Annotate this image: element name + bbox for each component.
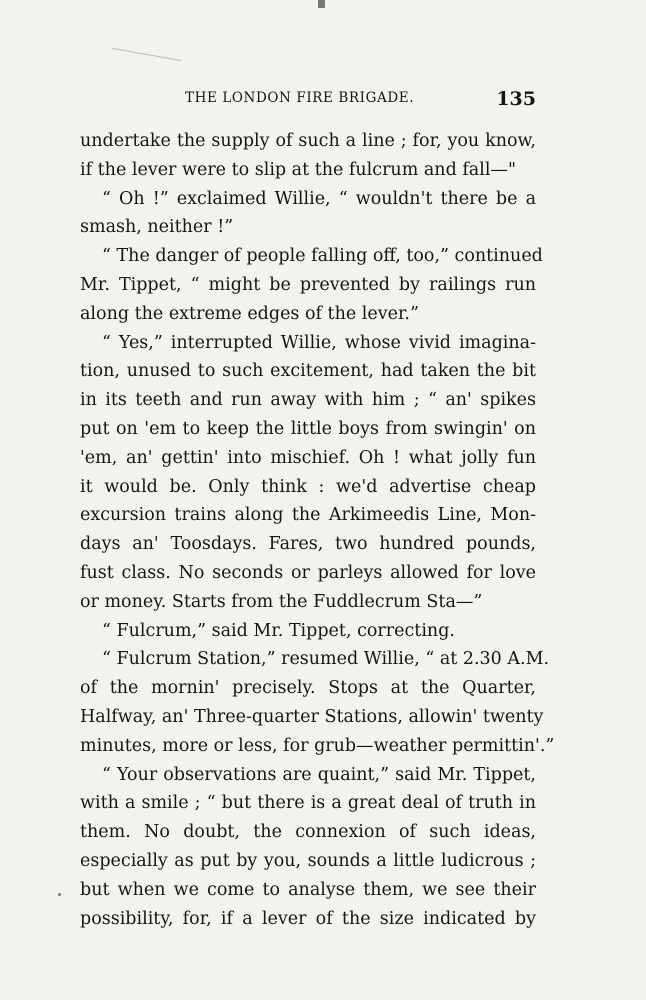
text-line: Halfway, an' Three-quarter Stations, allowin' twenty bbox=[80, 706, 544, 727]
text-line: especially as put by you, sounds a little ludicrous ; bbox=[80, 850, 536, 871]
scan-line-mark bbox=[112, 48, 181, 61]
text-line: it would be. Only think : we'd advertise cheap bbox=[80, 476, 536, 497]
text-line: if the lever were to slip at the fulcrum and fall—" bbox=[80, 159, 516, 180]
text-line: “ The danger of people falling off, too,” continued bbox=[102, 246, 543, 267]
text-line: days an' Toosdays. Fares, two hundred pounds, bbox=[80, 534, 536, 555]
body-text bbox=[80, 127, 555, 933]
text-line: put on 'em to keep the little boys from swingin' on bbox=[80, 418, 536, 439]
text-line: along the extreme edges of the lever.” bbox=[80, 303, 419, 324]
text-line: Mr. Tippet, “ might be prevented by railings run bbox=[80, 274, 536, 295]
text-line: undertake the supply of such a line ; for, you know, bbox=[80, 131, 536, 151]
text-line: “ Oh !” exclaimed Willie, “ wouldn't there be a bbox=[102, 188, 536, 209]
text-line: in its teeth and run away with him ; “ an' spikes bbox=[80, 390, 536, 411]
corner-speck-mark bbox=[58, 893, 61, 896]
text-line: but when we come to analyse them, we see their bbox=[80, 879, 536, 900]
page-header bbox=[80, 88, 536, 114]
text-line: 'em, an' gettin' into mischief. Oh ! what jolly fun bbox=[80, 447, 536, 468]
text-line: of the mornin' precisely. Stops at the Quarter, bbox=[80, 678, 536, 699]
text-line: minutes, more or less, for grub—weather permittin'.” bbox=[80, 735, 555, 756]
text-line: fust class. No seconds or parleys allowed for love bbox=[80, 562, 536, 583]
text-line: with a smile ; “ but there is a great deal of truth in bbox=[80, 793, 536, 814]
top-edge-mark bbox=[318, 0, 325, 8]
text-line: excursion trains along the Arkimeedis Line, Mon- bbox=[80, 505, 536, 526]
text-line: “ Fulcrum Station,” resumed Willie, “ at 2.30 A.M. bbox=[102, 649, 550, 670]
text-line: “ Yes,” interrupted Willie, whose vivid imagina- bbox=[102, 332, 536, 353]
page-number: 135 bbox=[496, 88, 536, 110]
running-title: THE LONDON FIRE BRIGADE. bbox=[185, 90, 415, 106]
text-line: smash, neither !” bbox=[80, 217, 234, 238]
text-line: “ Your observations are quaint,” said Mr. Tippet, bbox=[102, 764, 536, 785]
text-line: possibility, for, if a lever of the size indicated by bbox=[80, 908, 536, 929]
text-line: or money. Starts from the Fuddlecrum Sta—” bbox=[80, 591, 483, 612]
text-line: tion, unused to such excitement, had taken the bit bbox=[80, 361, 536, 382]
text-line: “ Fulcrum,” said Mr. Tippet, correcting. bbox=[102, 620, 455, 641]
text-line: them. No doubt, the connexion of such ideas, bbox=[80, 822, 536, 843]
